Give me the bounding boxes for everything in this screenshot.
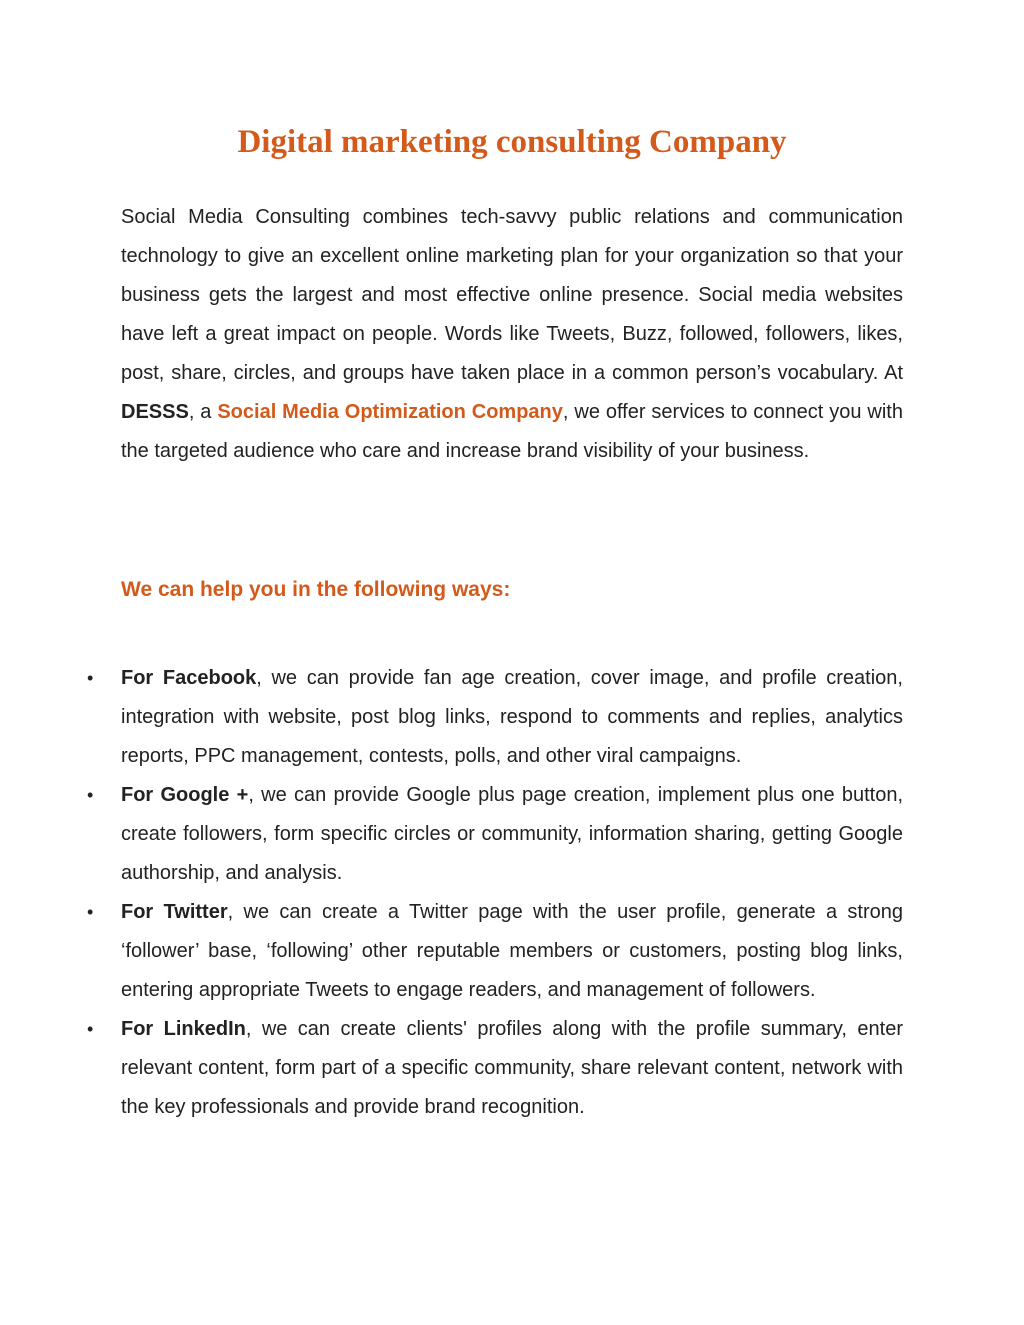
- bullet-icon: •: [87, 902, 94, 922]
- page-title: Digital marketing consulting Company: [237, 124, 787, 160]
- list-item-twitter: [87, 893, 903, 1010]
- list-item-text: , we can create a Twitter page with the user profile, generate a strong ‘follower’ base, ‘following’ other reputable members or customers, posting blog links, entering appropriate Tweets to engage readers, and management of followers.: [121, 901, 903, 1001]
- list-item-text: , we can provide Google plus page creation, implement plus one button, create followers, form specific circles or community, information sharing, getting Google authorship, and analysis.: [121, 784, 903, 884]
- list-item-text: , we can create clients' profiles along with the profile summary, enter relevant content, form part of a specific community, share relevant content, network with the key professionals and provide brand recognition.: [121, 1018, 903, 1118]
- list-item-label: For Twitter: [121, 901, 228, 923]
- list-item-linkedin: [87, 1010, 903, 1127]
- list-item-google-plus: [87, 776, 903, 893]
- list-item-facebook: [87, 659, 903, 776]
- bullet-icon: •: [87, 1019, 94, 1039]
- intro-text-3: , we offer services to connect you with the targeted audience who care and increase brand visibility of your business.: [121, 401, 903, 462]
- ways-list: [87, 659, 903, 1127]
- bullet-icon: •: [87, 785, 94, 805]
- smo-company-link[interactable]: Social Media Optimization Company: [217, 401, 563, 423]
- section-heading: We can help you in the following ways:: [121, 578, 511, 601]
- bullet-icon: •: [87, 668, 94, 688]
- intro-text-2: , a: [188, 401, 218, 423]
- list-item-text: , we can provide fan age creation, cover image, and profile creation, integration with website, post blog links, respond to comments and replies, analytics reports, PPC management, contests, polls, and other viral campaigns.: [121, 667, 903, 767]
- company-name: DESSS: [121, 401, 189, 423]
- list-item-label: For LinkedIn: [121, 1018, 246, 1040]
- intro-text-1: Social Media Consulting combines tech-savvy public relations and communication technology to give an excellent online marketing plan for your organization so that your business gets the largest and most effective online presence. Social media websites have left a great impact on people. Words like Tweets, Buzz, followed, followers, likes, post, share, circles, and groups have taken place in a common person’s vocabulary. At: [121, 206, 903, 384]
- list-item-label: For Google +: [121, 784, 249, 806]
- intro-paragraph: [121, 198, 903, 471]
- list-item-label: For Facebook: [121, 667, 257, 689]
